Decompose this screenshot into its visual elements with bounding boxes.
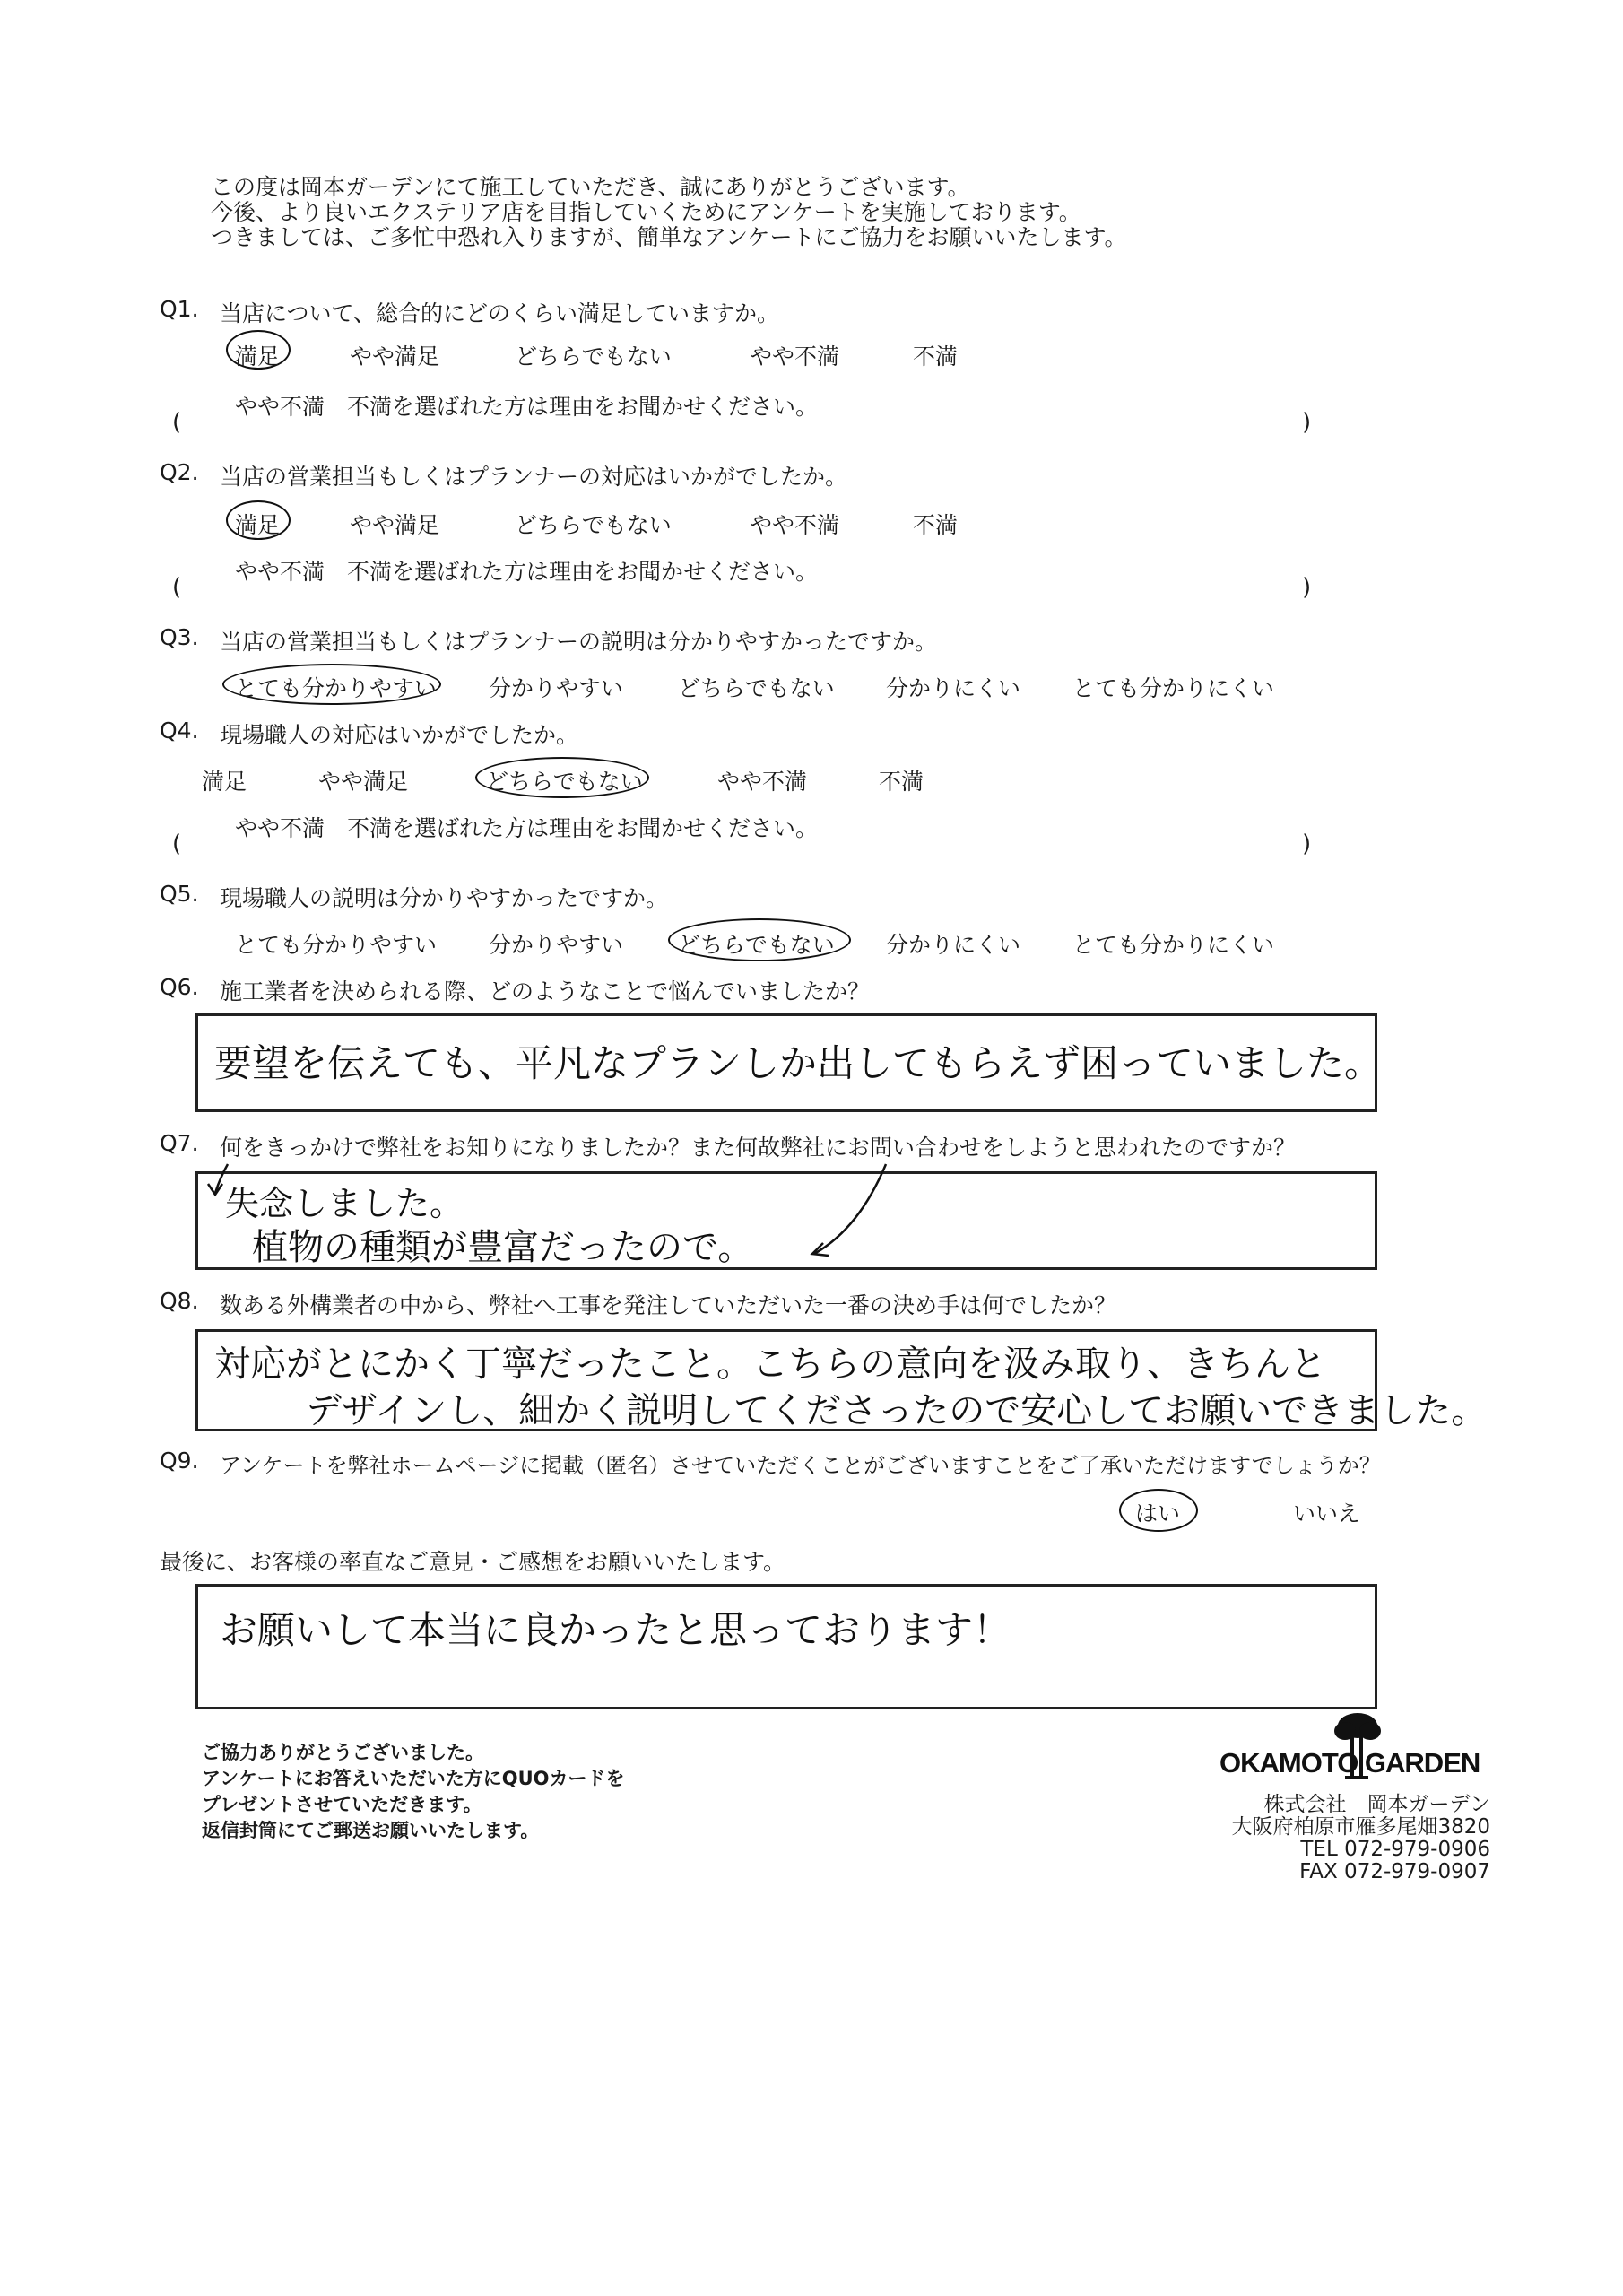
q4-option-5[interactable]: 不満 — [879, 769, 924, 795]
q9-text: アンケートを弊社ホームページに掲載（匿名）させていただくことがございますことをご了承いただけますでしょうか？ — [220, 1453, 1381, 1478]
intro-line-1: この度は岡本ガーデンにて施工していただき、誠にありがとうございます。 — [211, 174, 970, 200]
arrow-head-left — [208, 1184, 222, 1195]
q4-paren-close: ) — [1302, 831, 1312, 857]
footer-line-1: ご協力ありがとうございました。 — [202, 1742, 484, 1763]
q7-answer-line-2: 植物の種類が豊富だったので。 — [252, 1227, 754, 1268]
q1-option-5[interactable]: 不満 — [913, 344, 959, 370]
q1-option-3[interactable]: どちらでもない — [515, 344, 672, 370]
company-info — [1166, 1794, 1490, 1883]
q4-option-1[interactable]: 満足 — [202, 769, 247, 795]
q4-option-3[interactable]: どちらでもない — [486, 769, 643, 795]
q4-paren-open: ( — [172, 831, 182, 857]
q5-option-3[interactable]: どちらでもない — [678, 932, 835, 958]
q3-option-1[interactable]: とても分かりやすい — [235, 675, 438, 701]
q8-text: 数ある外構業者の中から、弊社へ工事を発注していただいた一番の決め手は何でしたか？ — [220, 1292, 1117, 1318]
company-logo — [1219, 1711, 1480, 1779]
q1-paren-open: ( — [172, 409, 182, 436]
q7-label: Q7. — [160, 1130, 199, 1156]
q1-option-2[interactable]: やや満足 — [350, 344, 440, 370]
q1-label: Q1. — [160, 296, 199, 322]
company-address: 大阪府柏原市雁多尾畑3820 — [1231, 1815, 1490, 1839]
q6-text: 施工業者を決められる際、どのようなことで悩んでいましたか？ — [220, 978, 871, 1004]
footer-line-2: アンケートにお答えいただいた方にQUOカードを — [202, 1768, 625, 1789]
q6-answer: 要望を伝えても、平凡なプランしか出してもらえず困っていました。 — [214, 1041, 1383, 1085]
q4-text: 現場職人の対応はいかがでしたか。 — [220, 722, 579, 748]
q3-option-2[interactable]: 分かりやすい — [489, 675, 624, 701]
q9-no-option[interactable]: いいえ — [1293, 1500, 1361, 1526]
q3-text: 当店の営業担当もしくはプランナーの説明は分かりやすかったですか。 — [220, 629, 938, 655]
q3-option-4[interactable]: 分かりにくい — [886, 675, 1021, 701]
q4-reason-prompt: やや不満 不満を選ばれた方は理由をお聞かせください。 — [235, 815, 819, 841]
intro-line-3: つきましては、ご多忙中恐れ入りますが、簡単なアンケートにご協力をお願いいたします。 — [211, 224, 1127, 250]
company-fax: FAX 072-979-0907 — [1299, 1860, 1490, 1883]
q8-answer-box[interactable] — [195, 1329, 1488, 1431]
q2-option-4[interactable]: やや不満 — [750, 512, 840, 538]
final-answer: お願いして本当に良かったと思っております！ — [220, 1608, 1011, 1652]
q6-answer-box[interactable] — [195, 1013, 1383, 1112]
intro-line-2: 今後、より良いエクステリア店を目指していくためにアンケートを実施しております。 — [211, 199, 1081, 225]
q5-text: 現場職人の説明は分かりやすかったですか。 — [220, 885, 669, 911]
q2-paren-close: ) — [1302, 574, 1312, 601]
q1-text: 当店について、総合的にどのくらい満足していますか。 — [220, 300, 780, 326]
final-answer-box[interactable] — [195, 1584, 1377, 1709]
company-logo-text: OKAMOTO GARDEN — [1219, 1747, 1480, 1779]
q1-option-4[interactable]: やや不満 — [750, 344, 840, 370]
q2-paren-open: ( — [172, 574, 182, 601]
q6-label: Q6. — [160, 974, 199, 1000]
q2-option-2[interactable]: やや満足 — [350, 512, 440, 538]
arrow-line-right — [814, 1164, 886, 1254]
q2-text: 当店の営業担当もしくはプランナーの対応はいかがでしたか。 — [220, 464, 848, 490]
q2-reason-prompt: やや不満 不満を選ばれた方は理由をお聞かせください。 — [235, 559, 819, 585]
company-tel: TEL 072-979-0906 — [1300, 1838, 1490, 1861]
q7-text: 何をきっかけで弊社をお知りになりましたか？また何故弊社にお問い合わせをしようと思われたのですか？ — [220, 1135, 1297, 1161]
arrow-line-left — [215, 1164, 228, 1193]
intro-text — [211, 175, 1127, 250]
footer-line-3: プレゼントさせていただきます。 — [202, 1794, 482, 1815]
q8-answer-line-1: 対応がとにかく丁寧だったこと。こちらの意向を汲み取り、きちんと — [214, 1344, 1326, 1385]
q8-answer-line-2: デザインし、細かく説明してくださったので安心してお願いできました。 — [306, 1390, 1488, 1431]
q8-label: Q8. — [160, 1288, 199, 1314]
q5-option-1[interactable]: とても分かりやすい — [235, 932, 438, 958]
q4-label: Q4. — [160, 718, 199, 744]
q7-answer-line-1: 失念しました。 — [225, 1184, 464, 1223]
q3-option-3[interactable]: どちらでもない — [678, 675, 835, 701]
q5-option-5[interactable]: とても分かりにくい — [1072, 932, 1275, 958]
q3-label: Q3. — [160, 624, 199, 650]
company-name: 株式会社 岡本ガーデン — [1263, 1793, 1490, 1816]
q5-label: Q5. — [160, 881, 199, 907]
q1-paren-close: ) — [1302, 409, 1312, 436]
footer-message — [202, 1740, 625, 1844]
final-prompt: 最後に、お客様の率直なご意見・ご感想をお願いいたします。 — [160, 1549, 786, 1575]
q2-option-5[interactable]: 不満 — [913, 512, 959, 538]
q4-option-4[interactable]: やや不満 — [717, 769, 808, 795]
q4-option-2[interactable]: やや満足 — [318, 769, 409, 795]
q2-option-1[interactable]: 満足 — [235, 512, 281, 538]
q7-handwritten-arrows — [195, 1157, 1372, 1274]
q2-option-3[interactable]: どちらでもない — [515, 512, 672, 538]
footer-line-4: 返信封筒にてご郵送お願いいたします。 — [202, 1820, 540, 1841]
q5-option-4[interactable]: 分かりにくい — [886, 932, 1021, 958]
q5-option-2[interactable]: 分かりやすい — [489, 932, 624, 958]
q2-label: Q2. — [160, 459, 199, 485]
q9-label: Q9. — [160, 1448, 199, 1474]
q1-reason-prompt: やや不満 不満を選ばれた方は理由をお聞かせください。 — [235, 394, 819, 420]
q3-option-5[interactable]: とても分かりにくい — [1072, 675, 1275, 701]
q9-yes-option[interactable]: はい — [1135, 1500, 1181, 1526]
q1-option-1[interactable]: 満足 — [235, 344, 281, 370]
